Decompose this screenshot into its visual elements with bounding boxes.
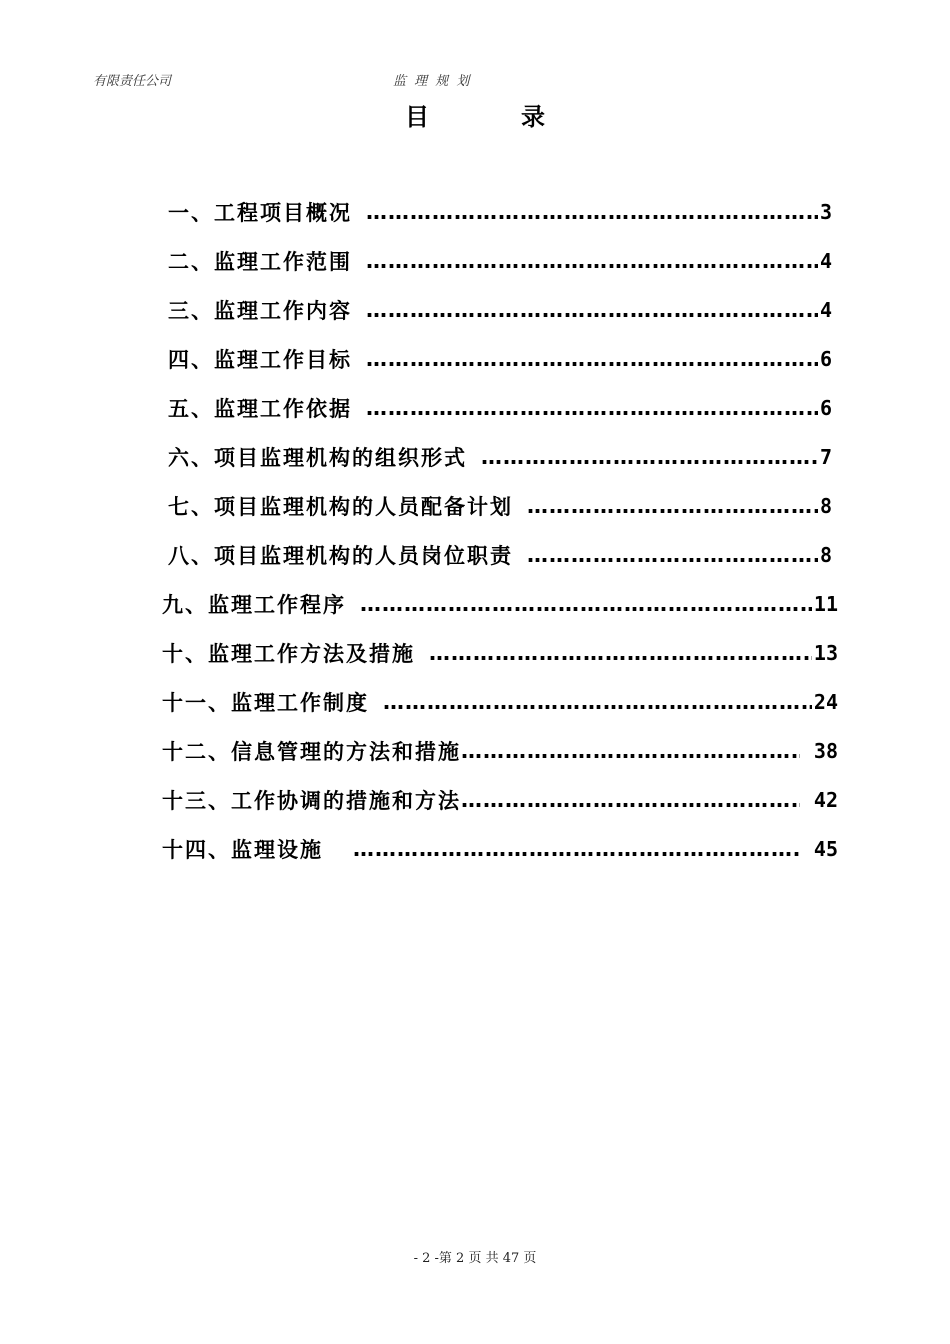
toc-entry-page: 4 [819,298,832,322]
toc-entry-page: 8 [819,543,832,567]
toc-entry-label: 一、工程项目概况 [168,201,352,225]
toc-entry-label: 三、监理工作内容 [168,299,352,323]
toc-entry-page: 38 [813,739,838,763]
toc-entry-label: 十、监理工作方法及措施 [162,642,415,666]
toc-entry[interactable] [162,733,838,769]
toc-entry-label: 二、监理工作范围 [168,250,352,274]
toc-entry-label: 十一、监理工作制度 [162,691,369,715]
toc-entry-page: 6 [819,347,832,371]
toc-title-right: 录 [521,103,545,131]
toc-entry[interactable] [162,831,838,867]
toc-entry-leader [461,739,800,763]
toc-entry-label: 五、监理工作依据 [168,397,352,421]
toc-entry-page: 4 [819,249,832,273]
header-company: 有限责任公司 [93,74,172,89]
toc-entry-label: 十三、工作协调的措施和方法 [162,789,461,813]
toc-entry-leader [481,445,818,469]
toc-entry[interactable] [168,341,832,377]
toc-entry-label: 十四、监理设施 [162,838,323,862]
toc-entry-leader [366,249,818,273]
toc-title-left: 目 [405,103,429,131]
toc-entry[interactable] [168,537,832,573]
toc-entry-label: 八、项目监理机构的人员岗位职责 [168,544,513,568]
toc-entry-leader [366,298,818,322]
toc-entry-label: 六、项目监理机构的组织形式 [168,446,467,470]
toc-entry-leader [353,837,800,861]
toc-entry-page: 45 [813,837,838,861]
toc-entry-leader [461,788,800,812]
toc-entry-leader [383,690,812,714]
toc-entry-page: 13 [813,641,838,665]
toc-entry[interactable] [162,684,838,720]
toc-entry-leader [360,592,812,616]
toc-entry-label: 十二、信息管理的方法和措施 [162,740,461,764]
toc-entry-page: 11 [813,592,838,616]
header-doc-name: 监 理 规 划 [393,74,472,89]
toc-entry-page: 7 [819,445,832,469]
toc-entry-page: 8 [819,494,832,518]
toc-entry-label: 七、项目监理机构的人员配备计划 [168,495,513,519]
toc-entry-leader [366,396,818,420]
toc-entry-leader [429,641,812,665]
toc-entry[interactable] [162,635,838,671]
toc-entry-leader [366,347,818,371]
toc-entry[interactable] [168,390,832,426]
toc-entry[interactable] [168,292,832,328]
toc-entry[interactable] [168,439,832,475]
toc-entry-label: 四、监理工作目标 [168,348,352,372]
toc-entry[interactable] [162,586,838,622]
toc-entry-page: 3 [819,200,832,224]
toc-entry[interactable] [168,488,832,524]
toc-entry-leader [527,494,818,518]
page-footer: - 2 -第 2 页 共 47 页 [413,1251,537,1266]
toc-entry-leader [527,543,818,567]
toc-entry-leader [366,200,818,224]
toc-entry[interactable] [168,194,832,230]
toc-title [0,97,950,132]
toc-entry[interactable] [168,243,832,279]
toc-entry-page: 42 [813,788,838,812]
toc-entry[interactable] [162,782,838,818]
toc-entry-label: 九、监理工作程序 [162,593,346,617]
toc-entry-page: 6 [819,396,832,420]
toc-entry-page: 24 [813,690,838,714]
